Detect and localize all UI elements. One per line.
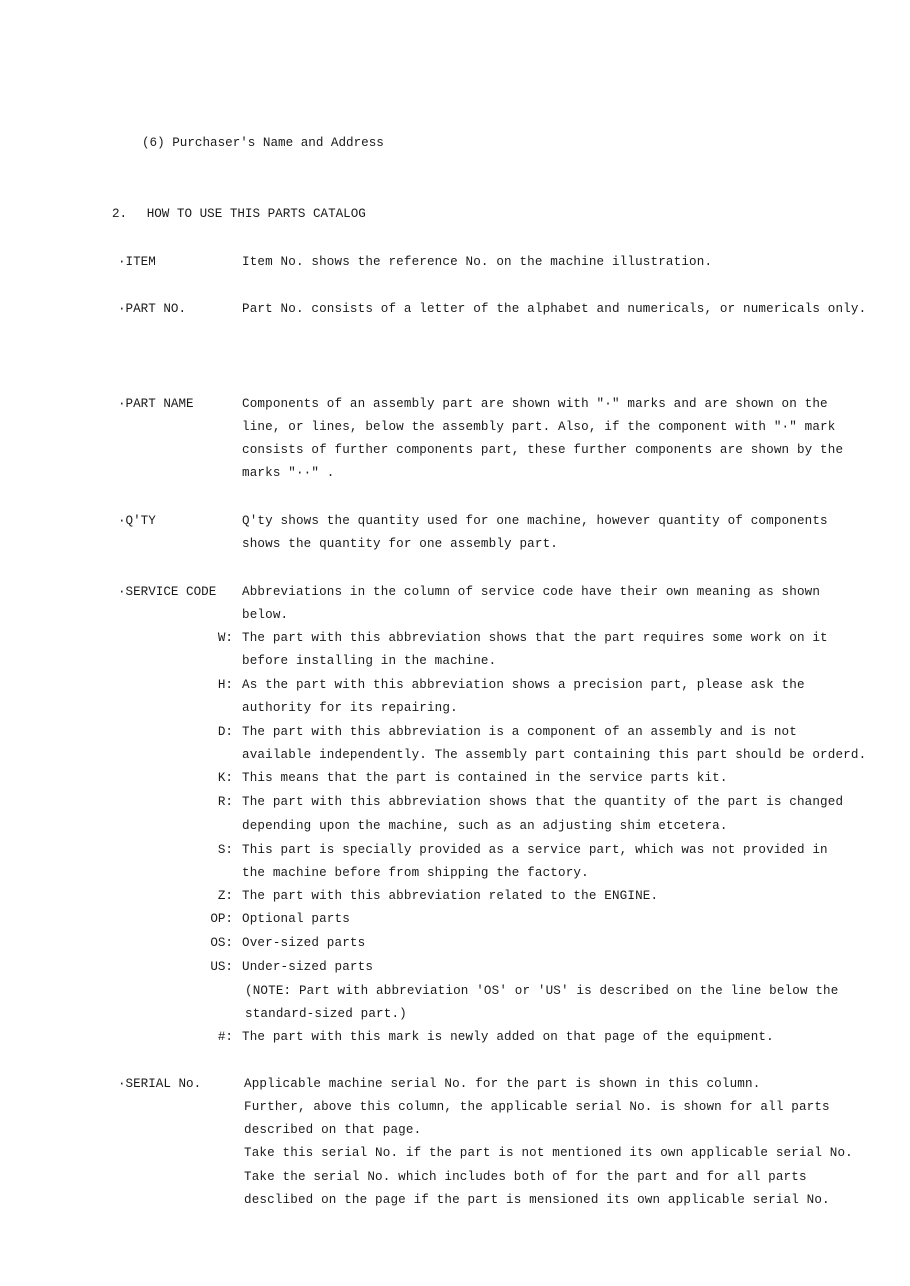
service-code-abbrev: D: [217,725,233,739]
entry-text-line: Components of an assembly part are shown with "·" marks and are shown on the [242,397,828,411]
service-code-text: This part is specially provided as a service part, which was not provided in [242,843,828,857]
service-code-abbrev: H: [217,678,233,692]
service-code-text: depending upon the machine, such as an adjusting shim etcetera. [242,819,728,833]
entry-text-line: Further, above this column, the applicable serial No. is shown for all parts [244,1100,830,1114]
service-code-text: The part with this abbreviation shows that the part requires some work on it [242,631,828,645]
service-code-text: The part with this abbreviation shows that the quantity of the part is changed [242,795,844,809]
entry-text-line: consists of further components part, these further components are shown by the [242,443,844,457]
service-code-text: the machine before from shipping the factory. [242,866,589,880]
service-code-text: before installing in the machine. [242,654,497,668]
service-code-note: (NOTE: Part with abbreviation 'OS' or 'US' is described on the line below the [245,984,839,998]
entry-text-line: Abbreviations in the column of service code have their own meaning as shown [242,585,821,599]
service-code-text: Optional parts [242,912,350,926]
entry-text-line: marks "··" . [242,466,335,480]
section-title: HOW TO USE THIS PARTS CATALOG [146,207,366,221]
entry-text-line: Q'ty shows the quantity used for one machine, however quantity of components [242,514,828,528]
entry-label-item: ·ITEM [118,255,156,269]
entry-text-line: Part No. consists of a letter of the alphabet and numericals, or numericals only. [242,302,867,316]
entry-text-line: Take this serial No. if the part is not mentioned its own applicable serial No. [244,1146,853,1160]
service-code-abbrev: R: [217,795,233,809]
entry-label-part-no: ·PART NO. [118,302,187,316]
service-code-abbrev: US: [210,960,233,974]
section-heading [112,207,366,221]
service-code-abbrev: W: [217,631,233,645]
entry-label-service-code: ·SERVICE CODE [118,585,217,599]
service-code-abbrev: K: [217,771,233,785]
service-code-text: Over-sized parts [242,936,366,950]
section-number: 2. [112,207,128,221]
entry-text-line: Item No. shows the reference No. on the machine illustration. [242,255,713,269]
service-code-note: standard-sized part.) [245,1007,407,1021]
service-code-abbrev: OS: [210,936,233,950]
entry-label-qty: ·Q'TY [118,514,156,528]
service-code-text: The part with this mark is newly added on that page of the equipment. [242,1030,774,1044]
entry-label-serial-no: ·SERIAL No. [118,1077,202,1091]
entry-text-line: line, or lines, below the assembly part. Also, if the component with "·" mark [242,420,836,434]
service-code-abbrev: Z: [217,889,233,903]
service-code-abbrev: S: [217,843,233,857]
entry-text-line: below. [242,608,289,622]
service-code-text: Under-sized parts [242,960,374,974]
entry-text-line: Take the serial No. which includes both of for the part and for all parts [244,1170,807,1184]
entry-text-line: Applicable machine serial No. for the part is shown in this column. [244,1077,761,1091]
service-code-abbrev: #: [217,1030,233,1044]
service-code-abbrev: OP: [210,912,233,926]
service-code-text: The part with this abbreviation related to the ENGINE. [242,889,659,903]
service-code-text: authority for its repairing. [242,701,458,715]
purchaser-line: (6) Purchaser's Name and Address [142,136,384,150]
service-code-text: available independently. The assembly part containing this part should be orderd. [242,748,867,762]
entry-text-line: desclibed on the page if the part is mensioned its own applicable serial No. [244,1193,830,1207]
entry-text-line: shows the quantity for one assembly part. [242,537,559,551]
service-code-text: The part with this abbreviation is a component of an assembly and is not [242,725,797,739]
entry-text-line: described on that page. [244,1123,422,1137]
service-code-text: This means that the part is contained in the service parts kit. [242,771,728,785]
entry-label-part-name: ·PART NAME [118,397,194,411]
service-code-text: As the part with this abbreviation shows a precision part, please ask the [242,678,805,692]
